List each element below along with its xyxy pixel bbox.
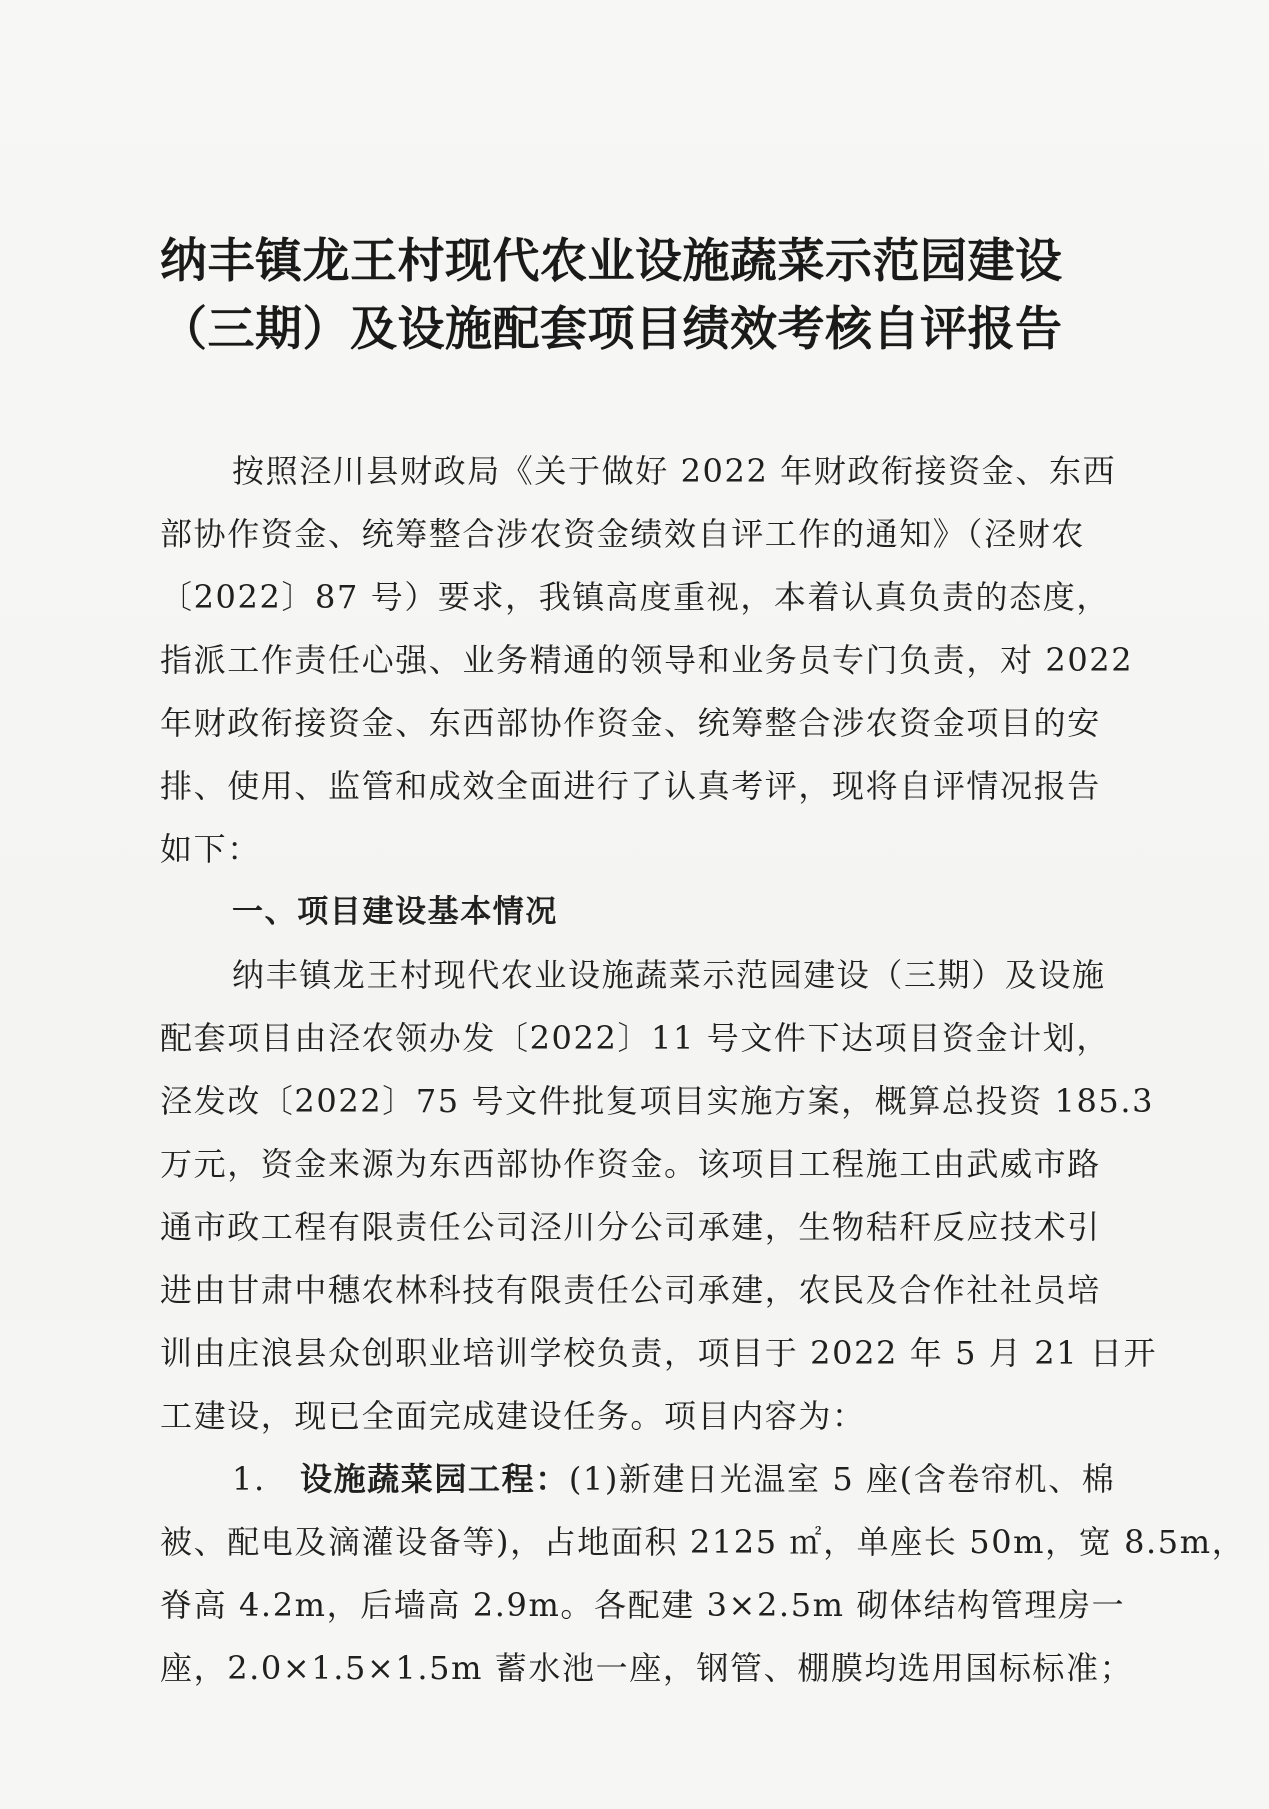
list-item-label: 设施蔬菜园工程：: [300, 1460, 569, 1498]
section-heading: 一、项目建设基本情况: [232, 894, 558, 930]
list-item-1: [160, 1448, 1120, 1511]
paragraph-1-line: 指派工作责任心强、业务精通的领导和业务员专门负责，对 2022: [160, 641, 1134, 679]
paragraph-1-line: 如下：: [160, 830, 261, 868]
document-title: [160, 228, 1140, 364]
paragraph-2-line: 纳丰镇龙王村现代农业设施蔬菜示范园建设（三期）及设施: [232, 956, 1106, 994]
paragraph-2-line: 进由甘肃中穗农林科技有限责任公司承建，农民及合作社社员培: [160, 1271, 1101, 1309]
list-item-line: 座，2.0×1.5×1.5m 蓄水池一座，钢管、棚膜均选用国标标准；: [160, 1649, 1134, 1687]
list-item-line: 被、配电及滴灌设备等)，占地面积 2125 ㎡，单座长 50m，宽 8.5m，: [160, 1523, 1246, 1561]
paragraph-2-line: 训由庄浪县众创职业培训学校负责，项目于 2022 年 5 月 21 日开: [160, 1334, 1158, 1372]
list-item-line: 脊高 4.2m，后墙高 2.9m。各配建 3×2.5m 砌体结构管理房一: [160, 1586, 1126, 1624]
list-item-number: 1.: [232, 1460, 266, 1498]
paragraph-1-line: 排、使用、监管和成效全面进行了认真考评，现将自评情况报告: [160, 767, 1101, 805]
paragraph-2-line: 通市政工程有限责任公司泾川分公司承建，生物秸秆反应技术引: [160, 1208, 1101, 1246]
paragraph-1-line: 部协作资金、统筹整合涉农资金绩效自评工作的通知》（泾财农: [160, 515, 1085, 553]
paragraph-2-line: 万元，资金来源为东西部协作资金。该项目工程施工由武威市路: [160, 1145, 1101, 1183]
paragraph-2-line: 配套项目由泾农领办发〔2022〕11 号文件下达项目资金计划，: [160, 1019, 1110, 1057]
document-body: [160, 440, 1246, 1700]
paragraph-1-line: 年财政衔接资金、东西部协作资金、统筹整合涉农资金项目的安: [160, 704, 1101, 742]
title-line-1: 纳丰镇龙王村现代农业设施蔬菜示范园建设: [160, 234, 1063, 289]
paragraph-2-line: 泾发改〔2022〕75 号文件批复项目实施方案，概算总投资 185.3: [160, 1082, 1155, 1120]
list-item-text: (1)新建日光温室 5 座(含卷帘机、棉: [568, 1460, 1116, 1498]
paragraph-1-line: 〔2022〕87 号）要求，我镇高度重视，本着认真负责的态度，: [160, 578, 1110, 616]
title-line-2: （三期）及设施配套项目绩效考核自评报告: [160, 302, 1063, 357]
paragraph-1-line: 按照泾川县财政局《关于做好 2022 年财政衔接资金、东西: [232, 452, 1117, 490]
paragraph-2-line: 工建设，现已全面完成建设任务。项目内容为：: [160, 1397, 866, 1435]
